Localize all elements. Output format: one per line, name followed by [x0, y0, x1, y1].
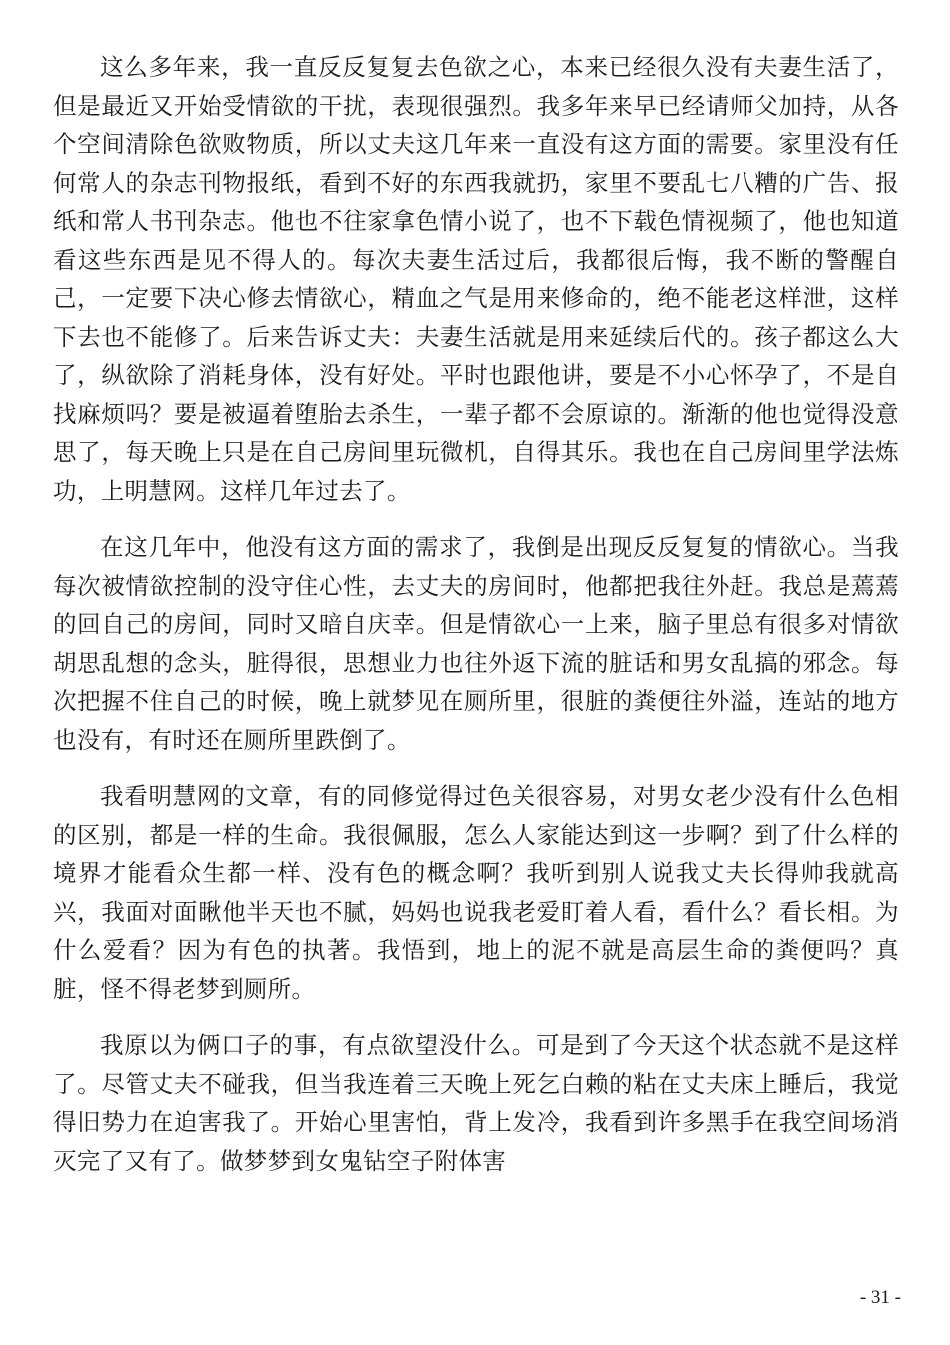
paragraph-4: 我原以为俩口子的事，有点欲望没什么。可是到了今天这个状态就不是这样了。尽管丈夫不碰我，但当我连着三天晚上死乞白赖的粘在丈夫床上睡后，我觉得旧势力在迫害我了。开始心里害怕，背上发冷，我看到许多黑手在我空间场消灭完了又有了。做梦梦到女鬼钻空子附体害	[53, 1031, 899, 1175]
paragraph-2: 在这几年中，他没有这方面的需求了，我倒是出现反反复复的情欲心。当我每次被情欲控制的没守住心性，去丈夫的房间时，他都把我往外赶。我总是蔫蔫的回自己的房间，同时又暗自庆幸。但是情欲心一上来，脑子里总有很多对情欲胡思乱想的念头，脏得很，思想业力也往外返下流的脏话和男女乱搞的邪念。每次把握不住自己的时候，晚上就梦见在厕所里，很脏的粪便往外溢，连站的地方也没有，有时还在厕所里跌倒了。	[53, 533, 899, 754]
paragraph-3: 我看明慧网的文章，有的同修觉得过色关很容易，对男女老少没有什么色相的区别，都是一样的生命。我很佩服，怎么人家能达到这一步啊？到了什么样的境界才能看众生都一样、没有色的概念啊？我听到别人说我丈夫长得帅我就高兴，我面对面瞅他半天也不腻，妈妈也说我老爱盯着人看，看什么？看长相。为什么爱看？因为有色的执著。我悟到，地上的泥不就是高层生命的粪便吗？真脏，怪不得老梦到厕所。	[53, 782, 899, 1003]
page-number: - 31 -	[859, 1287, 901, 1308]
paragraph-1: 这么多年来，我一直反反复复去色欲之心，本来已经很久没有夫妻生活了，但是最近又开始受情欲的干扰，表现很强烈。我多年来早已经请师父加持，从各个空间清除色欲败物质，所以丈夫这几年来一直没有这方面的需要。家里没有任何常人的杂志刊物报纸，看到不好的东西我就扔，家里不要乱七八糟的广告、报纸和常人书刊杂志。他也不往家拿色情小说了，也不下载色情视频了，他也知道看这些东西是见不得人的。每次夫妻生活过后，我都很后悔，我不断的警醒自己，一定要下决心修去情欲心，精血之气是用来修命的，绝不能老这样泄，这样下去也不能修了。后来告诉丈夫：夫妻生活就是用来延续后代的。孩子都这么大了，纵欲除了消耗身体，没有好处。平时也跟他讲，要是不小心怀孕了，不是自找麻烦吗？要是被逼着堕胎去杀生，一辈子都不会原谅的。渐渐的他也觉得没意思了，每天晚上只是在自己房间里玩微机，自得其乐。我也在自己房间里学法炼功，上明慧网。这样几年过去了。	[53, 53, 899, 505]
document-body	[53, 48, 899, 1198]
